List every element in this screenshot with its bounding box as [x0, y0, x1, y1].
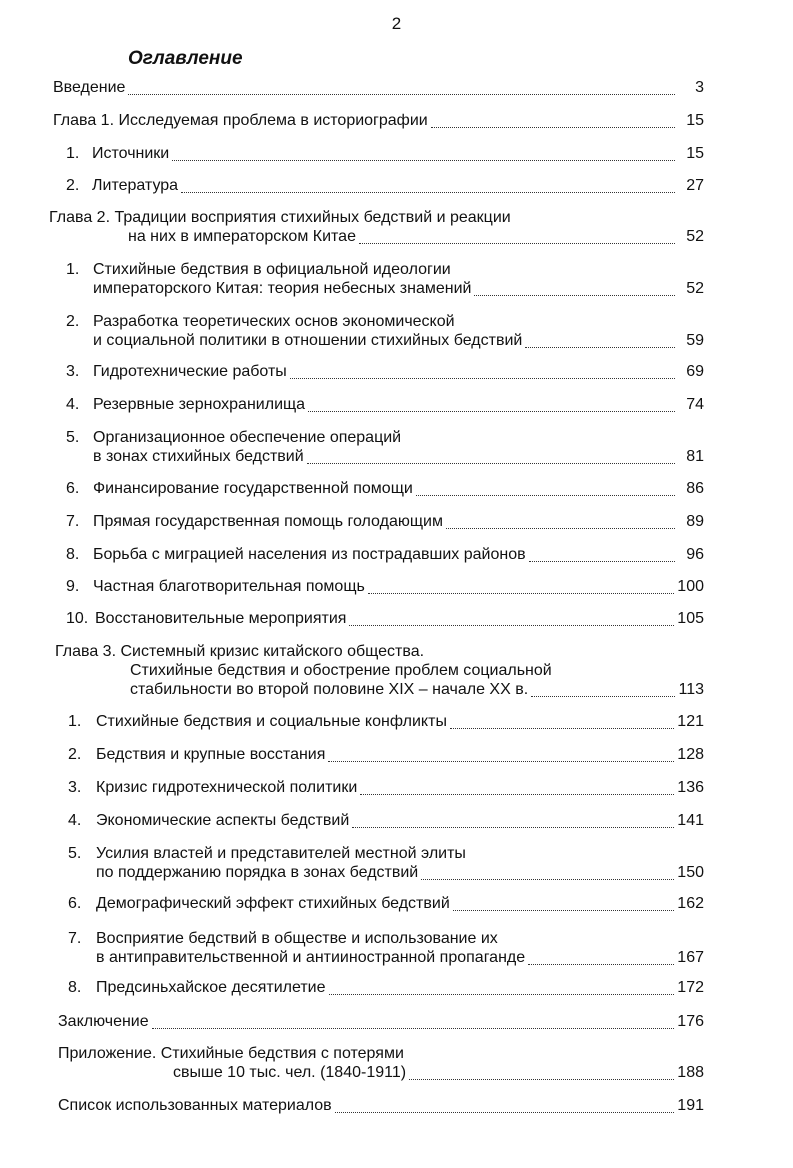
page-ref: 141 [677, 812, 704, 829]
item-title: по поддержанию порядка в зонах бедствий [96, 864, 419, 881]
dot-leader [359, 243, 675, 244]
item-title: Кризис гидротехнической политики [96, 779, 358, 796]
item-number: 1. [66, 145, 80, 162]
page-ref: 162 [677, 895, 704, 912]
item-title: Экономические аспекты бедствий [96, 812, 350, 829]
dot-leader [290, 378, 675, 379]
item-number: 5. [66, 429, 80, 446]
dot-leader [349, 625, 674, 626]
dot-leader [352, 827, 674, 828]
item-title-line-1: Разработка теоретических основ экономической [93, 313, 455, 330]
dot-leader [328, 761, 674, 762]
page-ref: 172 [677, 979, 704, 996]
item-title-line-1: Усилия властей и представителей местной элиты [96, 845, 466, 862]
item-title: Гидротехнические работы [93, 363, 287, 380]
dot-leader [329, 994, 675, 995]
toc-title: Оглавление [128, 48, 243, 69]
item-number: 9. [66, 578, 80, 595]
page-ref: 81 [686, 448, 704, 465]
item-title-line-1: Восприятие бедствий в обществе и использование их [96, 930, 498, 947]
page-ref: 188 [677, 1064, 704, 1081]
item-number: 3. [68, 779, 82, 796]
item-number: 2. [68, 746, 82, 763]
page-ref: 150 [677, 864, 704, 881]
item-number: 8. [68, 979, 82, 996]
entry-title: свыше 10 тыс. чел. (1840-1911) [173, 1064, 407, 1081]
item-number: 4. [66, 396, 80, 413]
item-number: 2. [66, 313, 80, 330]
page-number: 2 [391, 14, 402, 33]
item-title-line-1: Организационное обеспечение операций [93, 429, 402, 446]
chapter-title-line-2: на них в императорском Китае [128, 228, 356, 245]
item-number: 7. [68, 930, 82, 947]
dot-leader [128, 94, 675, 95]
entry-title-line-1: Приложение. Стихийные бедствия с потерями [58, 1045, 404, 1062]
dot-leader [409, 1079, 674, 1080]
chapter-title-line-3: стабильности во второй половине XIX – начале XX в. [130, 681, 529, 698]
dot-leader [525, 347, 675, 348]
item-title: Литература [92, 177, 179, 194]
dot-leader [446, 528, 675, 529]
item-title: Бедствия и крупные восстания [96, 746, 326, 763]
page-ref: 136 [677, 779, 704, 796]
item-number: 1. [68, 713, 82, 730]
page-ref: 191 [677, 1097, 704, 1114]
page-ref: 69 [686, 363, 704, 380]
dot-leader [474, 295, 675, 296]
dot-leader [421, 879, 674, 880]
chapter-title-line-2: Стихийные бедствия и обострение проблем социальной [130, 662, 552, 679]
page-ref: 15 [686, 145, 704, 162]
page-ref: 167 [677, 949, 704, 966]
page-ref: 128 [677, 746, 704, 763]
item-number: 6. [66, 480, 80, 497]
dot-leader [453, 910, 675, 911]
item-title: Частная благотворительная помощь [93, 578, 365, 595]
dot-leader [308, 411, 675, 412]
dot-leader [416, 495, 675, 496]
page-ref: 105 [677, 610, 704, 627]
page-ref: 27 [686, 177, 704, 194]
item-number: 1. [66, 261, 80, 278]
item-number: 6. [68, 895, 82, 912]
page-ref: 96 [686, 546, 704, 563]
item-number: 7. [66, 513, 80, 530]
page-ref: 86 [686, 480, 704, 497]
item-title-line-1: Стихийные бедствия в официальной идеологии [93, 261, 451, 278]
item-title: Резервные зернохранилища [93, 396, 306, 413]
entry-title: Введение [53, 79, 126, 96]
dot-leader [529, 561, 675, 562]
chapter-title-line-1: Глава 2. Традиции восприятия стихийных бедствий и реакции [49, 209, 511, 226]
dot-leader [450, 728, 674, 729]
page-ref: 52 [686, 228, 704, 245]
dot-leader [531, 696, 675, 697]
entry-title: Заключение [58, 1013, 149, 1030]
item-number: 3. [66, 363, 80, 380]
item-title: Источники [92, 145, 170, 162]
page-ref: 52 [686, 280, 704, 297]
page-ref: 121 [677, 713, 704, 730]
page-ref: 100 [677, 578, 704, 595]
item-title: Борьба с миграцией населения из пострадавших районов [93, 546, 526, 563]
item-number: 10. [66, 610, 89, 627]
item-number: 8. [66, 546, 80, 563]
page-ref: 176 [677, 1013, 704, 1030]
page-ref: 15 [686, 112, 704, 129]
item-title: и социальной политики в отношении стихийных бедствий [93, 332, 523, 349]
item-title: Демографический эффект стихийных бедствий [96, 895, 450, 912]
item-title: Восстановительные мероприятия [95, 610, 347, 627]
item-number: 4. [68, 812, 82, 829]
page-ref: 3 [695, 79, 704, 96]
dot-leader [528, 964, 674, 965]
dot-leader [431, 127, 675, 128]
item-title: Финансирование государственной помощи [93, 480, 413, 497]
item-title: в антиправительственной и антииностранной пропаганде [96, 949, 526, 966]
item-number: 5. [68, 845, 82, 862]
dot-leader [335, 1112, 675, 1113]
item-title: Предсиньхайское десятилетие [96, 979, 326, 996]
chapter-title: Глава 1. Исследуемая проблема в историографии [53, 112, 428, 129]
dot-leader [152, 1028, 675, 1029]
item-number: 2. [66, 177, 80, 194]
page-ref: 89 [686, 513, 704, 530]
page-ref: 59 [686, 332, 704, 349]
dot-leader [181, 192, 675, 193]
item-title: Прямая государственная помощь голодающим [93, 513, 443, 530]
page-ref: 113 [678, 681, 704, 698]
entry-title: Список использованных материалов [58, 1097, 332, 1114]
dot-leader [172, 160, 675, 161]
chapter-title-line-1: Глава 3. Системный кризис китайского общества. [55, 643, 425, 660]
dot-leader [307, 463, 675, 464]
page-ref: 74 [686, 396, 704, 413]
dot-leader [360, 794, 674, 795]
item-title: императорского Китая: теория небесных знамений [93, 280, 472, 297]
item-title: Стихийные бедствия и социальные конфликты [96, 713, 447, 730]
dot-leader [368, 593, 674, 594]
item-title: в зонах стихийных бедствий [93, 448, 304, 465]
